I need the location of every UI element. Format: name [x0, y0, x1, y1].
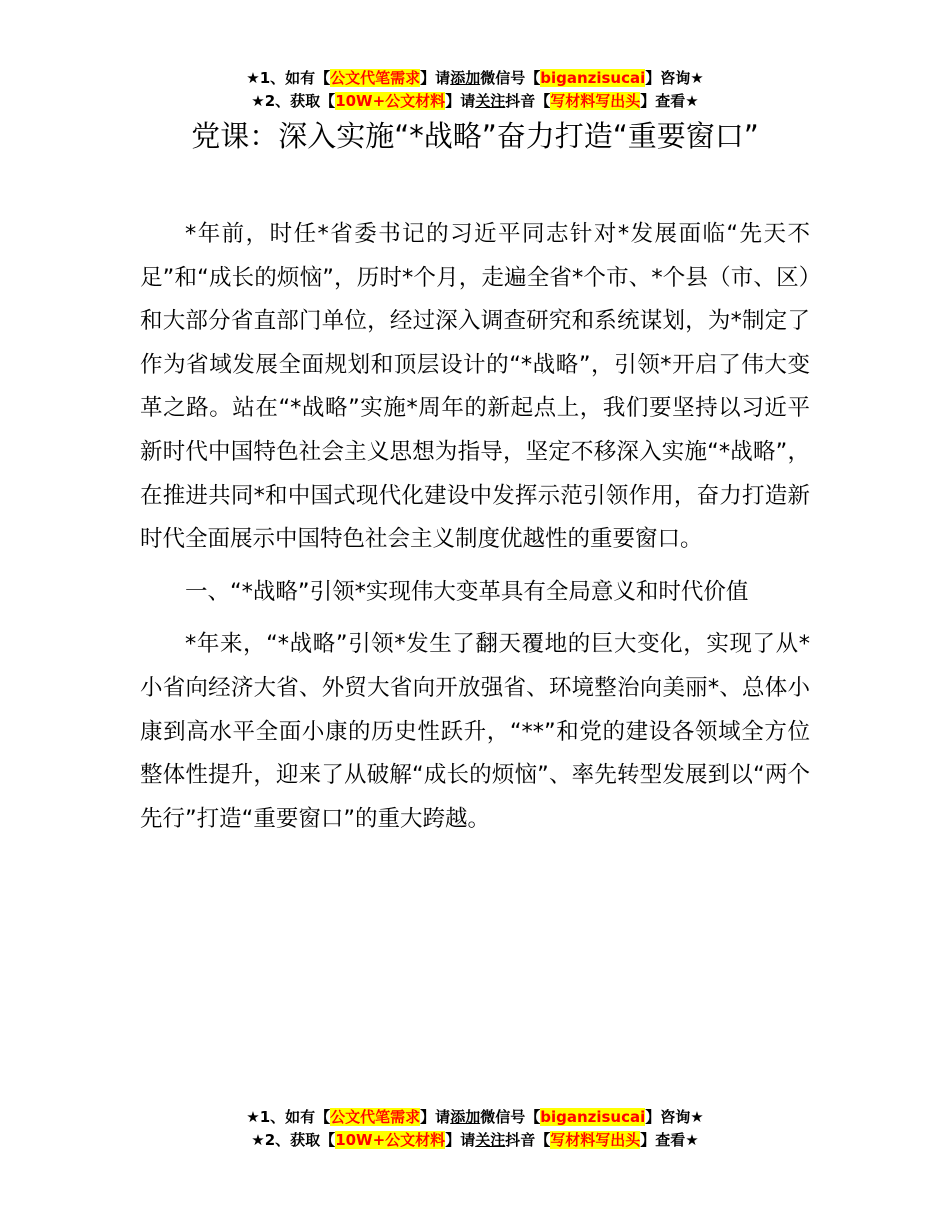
header-banner: [0, 67, 950, 113]
footer-line-1-prefix: ★1、如有【: [246, 1108, 331, 1126]
paragraph-section-1: *年来，“*战略”引领*发生了翻天覆地的巨大变化，实现了从*小省向经济大省、外贸大省向开放强省、环境整治向美丽*、总体小康到高水平全面小康的历史性跃升，“**”和党的建设各领域全方位整体性提升，迎来了从破解“成长的烦恼”、率先转型发展到以“两个先行”打造“重要窗口”的重大跨越。: [140, 631, 810, 832]
footer-line-2-prefix: ★2、获取【: [251, 1131, 336, 1149]
banner-line-1-emphasis: 添加: [450, 69, 481, 87]
banner-line-1: [0, 67, 950, 90]
banner-line-1-suffix: 】咨询★: [645, 69, 704, 87]
footer-line-2-emphasis: 关注: [475, 1131, 506, 1149]
banner-line-1-text: 】请: [420, 69, 451, 87]
paragraph-intro: *年前，时任*省委书记的习近平同志针对*发展面临“先天不足”和“成长的烦恼”，历时*个月，走遍全省*个市、*个县（市、区）和大部分省直部门单位，经过深入调查研究和系统谋划，为*制定了作为省域发展全面规划和顶层设计的“*战略”，引领*开启了伟大变革之路。站在“*战略”实施*周年的新起点上，我们要坚持以习近平新时代中国特色社会主义思想为指导，坚定不移深入实施“*战略”，在推进共同*和中国式现代化建设中发挥示范引领作用，奋力打造新时代全面展示中国特色社会主义制度优越性的重要窗口。: [140, 221, 810, 553]
banner-line-1-highlight-service: 公文代笔需求: [330, 69, 421, 87]
section-heading-1: 一、“*战略”引领*实现伟大变革具有全局意义和时代价值: [185, 578, 749, 605]
footer-line-1-text: 】请: [420, 1108, 451, 1126]
footer-line-2-highlight-materials: 10W+公文材料: [335, 1131, 446, 1149]
footer-line-1-emphasis: 添加: [450, 1108, 481, 1126]
banner-line-1-prefix: ★1、如有【: [246, 69, 331, 87]
footer-line-1-highlight-wechat: biganzisucai: [540, 1108, 646, 1126]
footer-line-2-text-2: 抖音【: [505, 1131, 551, 1149]
footer-banner-line-1: [0, 1106, 950, 1129]
footer-line-2-highlight-douyin: 写材料写出头: [550, 1131, 641, 1149]
banner-line-1-highlight-wechat: biganzisucai: [540, 69, 646, 87]
footer-banner-line-2: [0, 1129, 950, 1152]
footer-line-1-suffix: 】咨询★: [645, 1108, 704, 1126]
banner-line-2: [0, 90, 950, 113]
banner-line-2-highlight-douyin: 写材料写出头: [550, 92, 641, 110]
document-title: 党课：深入实施“*战略”奋力打造“重要窗口”: [191, 119, 759, 153]
footer-line-2-text: 】请: [445, 1131, 476, 1149]
banner-line-2-text: 】请: [445, 92, 476, 110]
banner-line-2-suffix: 】查看★: [640, 92, 699, 110]
footer-line-2-suffix: 】查看★: [640, 1131, 699, 1149]
document-body: [140, 213, 810, 850]
banner-line-1-text-2: 微信号【: [480, 69, 541, 87]
banner-line-2-highlight-materials: 10W+公文材料: [335, 92, 446, 110]
footer-banner: [0, 1106, 950, 1152]
footer-line-1-highlight-service: 公文代笔需求: [330, 1108, 421, 1126]
banner-line-2-text-2: 抖音【: [505, 92, 551, 110]
banner-line-2-emphasis: 关注: [475, 92, 506, 110]
footer-line-1-text-2: 微信号【: [480, 1108, 541, 1126]
banner-line-2-prefix: ★2、获取【: [251, 92, 336, 110]
